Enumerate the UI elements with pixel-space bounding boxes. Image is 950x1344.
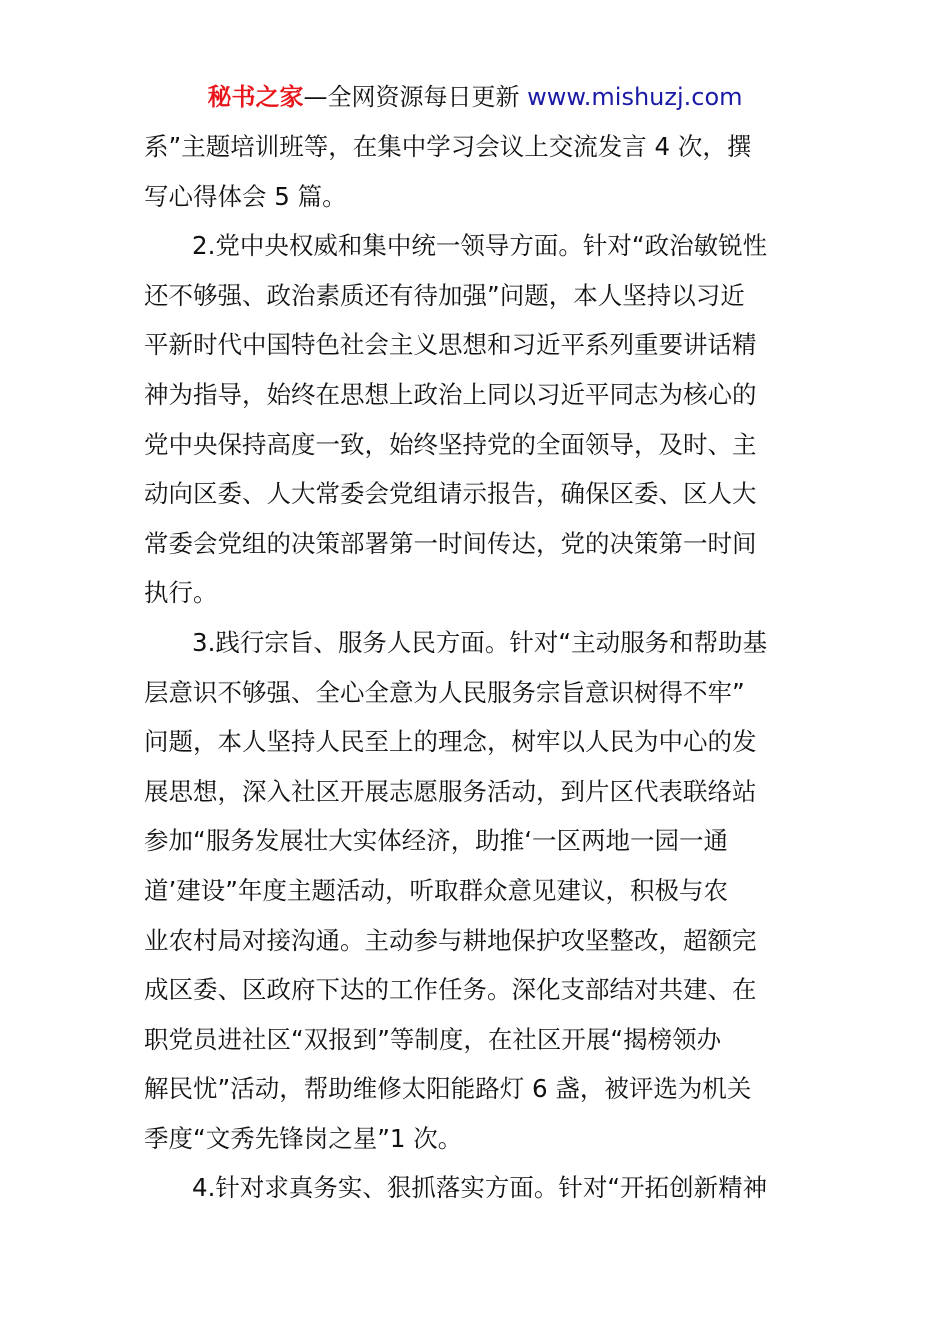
brand-name: 秘书之家	[207, 83, 304, 111]
text-line: 4.针对求真务实、狠抓落实方面。针对“开拓创新精神	[192, 1173, 768, 1203]
text-line: 层意识不够强、全心全意为人民服务宗旨意识树得不牢”	[144, 677, 745, 707]
text-line: 系”主题培训班等，在集中学习会议上交流发言 4 次，撰	[144, 132, 752, 161]
text-line: 解民忧”活动，帮助维修太阳能路灯 6 盏，被评选为机关	[144, 1074, 752, 1104]
text-line: 写心得体会 5 篇。	[144, 181, 347, 211]
text-line: 职党员进社区“双报到”等制度，在社区开展“揭榜领办	[144, 1024, 722, 1054]
text-line: 3.践行宗旨、服务人民方面。针对“主动服务和帮助基	[192, 627, 768, 657]
text-line: 参加“服务发展壮大实体经济，助推‘一区两地一园一通	[144, 826, 728, 856]
text-line: 季度“文秀先锋岗之星”1 次。	[144, 1123, 463, 1153]
text-line: 还不够强、政治素质还有待加强”问题，本人坚持以习近	[144, 280, 745, 310]
document-body	[144, 122, 824, 1213]
site-header	[0, 80, 950, 114]
text-line: 党中央保持高度一致，始终坚持党的全面领导，及时、主	[144, 429, 757, 459]
text-line: 2.党中央权威和集中统一领导方面。针对“政治敏锐性	[192, 231, 768, 261]
text-line: 展思想，深入社区开展志愿服务活动，到片区代表联络站	[144, 776, 757, 806]
text-line: 平新时代中国特色社会主义思想和习近平系列重要讲话精	[144, 330, 757, 360]
text-line: 神为指导，始终在思想上政治上同以习近平同志为核心的	[144, 379, 757, 409]
header-tagline: —全网资源每日更新	[303, 83, 520, 111]
text-line: 成区委、区政府下达的工作任务。深化支部结对共建、在	[144, 975, 757, 1005]
text-line: 问题，本人坚持人民至上的理念，树牢以人民为中心的发	[144, 727, 757, 757]
text-line: 业农村局对接沟通。主动参与耕地保护攻坚整改，超额完	[144, 925, 757, 955]
site-url-link[interactable]: www.mishuzj.com	[527, 83, 743, 111]
text-line: 常委会党组的决策部署第一时间传达，党的决策第一时间	[144, 528, 757, 558]
text-line: 道’建设”年度主题活动，听取群众意见建议，积极与农	[144, 875, 728, 905]
text-line: 执行。	[144, 578, 218, 608]
text-line: 动向区委、人大常委会党组请示报告，确保区委、区人大	[144, 479, 757, 509]
